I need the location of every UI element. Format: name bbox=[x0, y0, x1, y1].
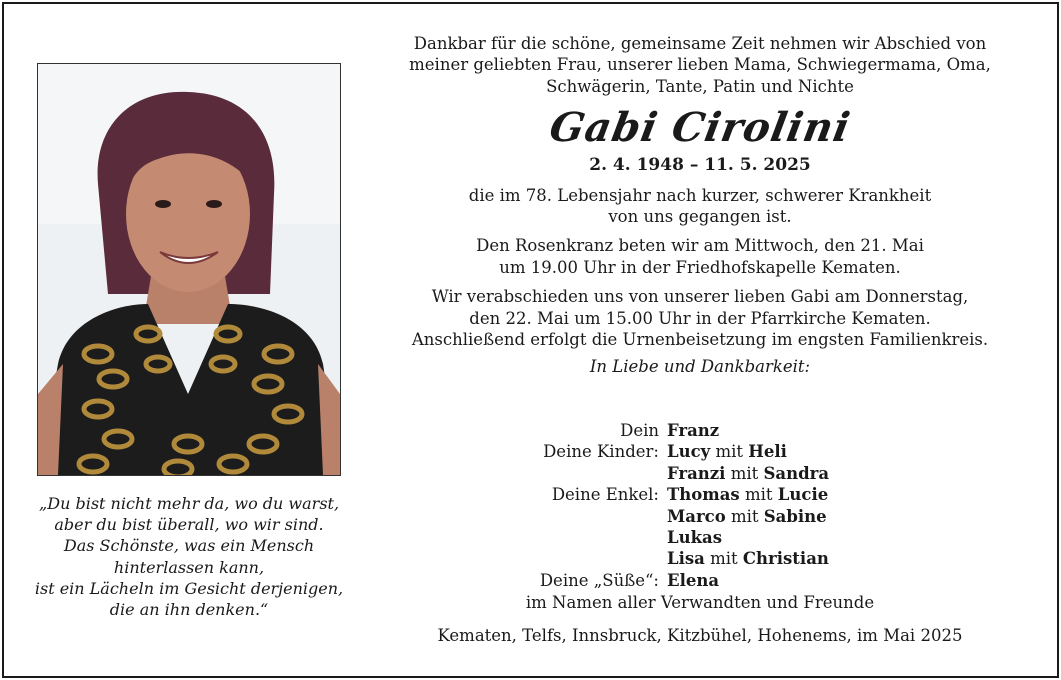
family-row bbox=[380, 484, 1020, 505]
intro-paragraph bbox=[380, 33, 1020, 97]
family-label bbox=[380, 463, 667, 484]
rosary-paragraph bbox=[380, 235, 1020, 278]
family-row bbox=[380, 527, 1020, 548]
family-label: Deine „Süße“: bbox=[539, 570, 659, 590]
farewell-line: den 22. Mai um 15.00 Uhr in der Pfarrkirche Kematen. bbox=[469, 308, 931, 328]
quote-line: aber du bist überall, wo wir sind. bbox=[54, 515, 324, 535]
family-name: Marco bbox=[667, 506, 726, 526]
closing-line: im Namen aller Verwandten und Freunde bbox=[525, 593, 875, 612]
quote-line: Das Schönste, was ein Mensch bbox=[63, 536, 315, 556]
memorial-quote bbox=[20, 493, 358, 620]
family-partner: Sandra bbox=[763, 463, 830, 483]
rosary-line: Den Rosenkranz beten wir am Mittwoch, den 21. Mai bbox=[476, 236, 924, 256]
family-partner: Lucie bbox=[777, 485, 829, 505]
family-row bbox=[380, 506, 1020, 527]
family-partner: Heli bbox=[748, 442, 787, 462]
family-name: Thomas bbox=[667, 485, 740, 505]
family-connector: mit bbox=[710, 549, 738, 569]
intro-line: meiner geliebten Frau, unserer lieben Mama, Schwiegermama, Oma, bbox=[409, 55, 991, 75]
family-row bbox=[380, 570, 1020, 591]
family-name: Lukas bbox=[667, 528, 723, 548]
farewell-line: Anschließend erfolgt die Urnenbeisetzung im engsten Familienkreis. bbox=[411, 330, 989, 350]
family-name: Lisa bbox=[667, 549, 705, 569]
quote-line: ist ein Lächeln im Gesicht derjenigen, bbox=[34, 578, 344, 598]
portrait-photo bbox=[37, 63, 341, 476]
quote-line: hinterlassen kann, bbox=[113, 557, 265, 577]
intro-line: Dankbar für die schöne, gemeinsame Zeit nehmen wir Abschied von bbox=[413, 34, 987, 53]
place-date-line: Kematen, Telfs, Innsbruck, Kitzbühel, Hohenems, im Mai 2025 bbox=[437, 626, 963, 645]
family-list bbox=[380, 420, 1020, 591]
family-label bbox=[380, 506, 667, 527]
intro-line: Schwägerin, Tante, Patin und Nichte bbox=[546, 76, 854, 96]
family-connector: mit bbox=[715, 442, 744, 462]
family-label: Deine Enkel: bbox=[551, 485, 659, 505]
illness-line: von uns gegangen ist. bbox=[608, 207, 792, 227]
illness-paragraph bbox=[380, 185, 1020, 228]
family-label bbox=[380, 527, 667, 548]
thanks-line: In Liebe und Dankbarkeit: bbox=[589, 357, 811, 377]
rosary-line: um 19.00 Uhr in der Friedhofskapelle Kematen. bbox=[499, 257, 901, 277]
family-row bbox=[380, 441, 1020, 462]
family-connector: mit bbox=[730, 506, 759, 526]
family-label: Deine Kinder: bbox=[543, 442, 659, 462]
illness-line: die im 78. Lebensjahr nach kurzer, schwerer Krankheit bbox=[468, 185, 932, 205]
family-row bbox=[380, 548, 1020, 569]
deceased-name: Gabi Cirolini bbox=[546, 104, 855, 152]
family-name: Franz bbox=[667, 421, 720, 440]
quote-line: die an ihn denken.“ bbox=[109, 600, 269, 620]
family-label: Dein bbox=[620, 421, 659, 440]
family-name: Elena bbox=[667, 570, 720, 590]
life-dates: 2. 4. 1948 – 11. 5. 2025 bbox=[589, 155, 811, 176]
farewell-paragraph bbox=[380, 286, 1020, 350]
family-connector: mit bbox=[744, 485, 773, 505]
family-connector: mit bbox=[730, 463, 759, 483]
family-row bbox=[380, 420, 1020, 441]
family-partner: Sabine bbox=[763, 506, 827, 526]
family-label bbox=[380, 548, 667, 569]
family-name: Lucy bbox=[667, 442, 711, 462]
farewell-line: Wir verabschieden uns von unserer lieben Gabi am Donnerstag, bbox=[431, 287, 969, 307]
announcement-text bbox=[380, 33, 1020, 386]
family-row bbox=[380, 463, 1020, 484]
quote-line: „Du bist nicht mehr da, wo du warst, bbox=[38, 494, 340, 513]
family-name: Franzi bbox=[667, 463, 726, 483]
portrait-illustration bbox=[38, 64, 340, 475]
family-partner: Christian bbox=[742, 549, 829, 569]
